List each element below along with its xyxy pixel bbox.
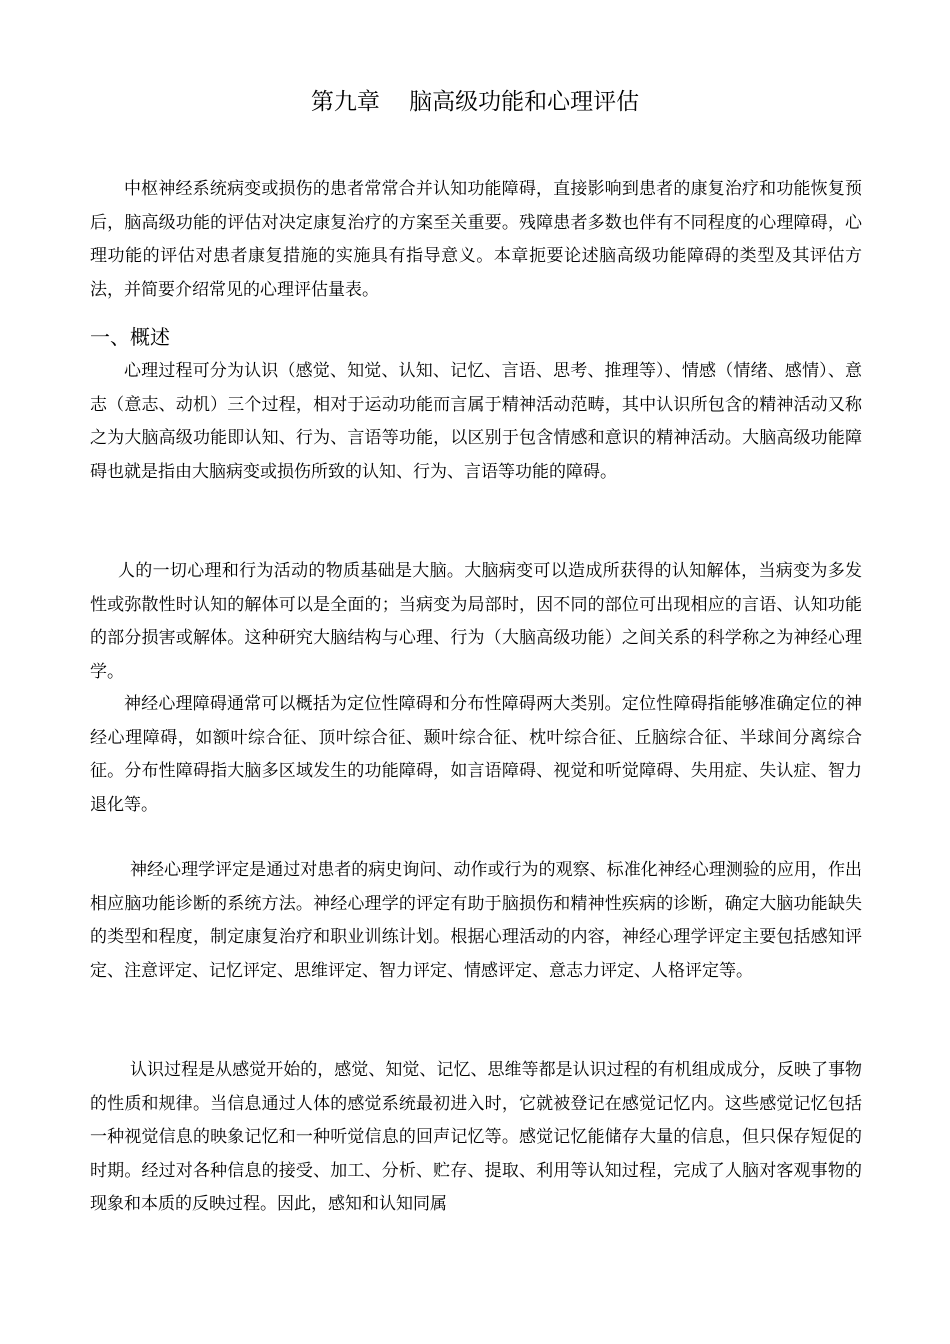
body-paragraph: 认识过程是从感觉开始的，感觉、知觉、记忆、思维等都是认识过程的有机组成成分，反映了事物的性质和规律。当信息通过人体的感觉系统最初进入时，它就被登记在感觉记忆内。这些感觉记忆包括一种视觉信息的映象记忆和一种听觉信息的回声记忆等。感觉记忆能储存大量的信息，但只保存短促的时期。经过对各种信息的接受、加工、分析、贮存、提取、利用等认知过程，完成了人脑对客观事物的现象和本质的反映过程。因此，感知和认知同属 (90, 1060, 862, 1214)
body-paragraph: 神经心理学评定是通过对患者的病史询问、动作或行为的观察、标准化神经心理测验的应用，作出相应脑功能诊断的系统方法。神经心理学的评定有助于脑损伤和精神性疾病的诊断，确定大脑功能缺失的类型和程度，制定康复治疗和职业训练计划。根据心理活动的内容，神经心理学评定主要包括感知评定、注意评定、记忆评定、思维评定、智力评定、情感评定、意志力评定、人格评定等。 (90, 860, 862, 981)
body-paragraph: 神经心理障碍通常可以概括为定位性障碍和分布性障碍两大类别。定位性障碍指能够准确定位的神经心理障碍，如额叶综合征、顶叶综合征、颞叶综合征、枕叶综合征、丘脑综合征、半球间分离综合征。分布性障碍指大脑多区域发生的功能障碍，如言语障碍、视觉和听觉障碍、失用症、失认症、智力退化等。 (90, 694, 862, 815)
body-paragraph: 心理过程可分为认识（感觉、知觉、认知、记忆、言语、思考、推理等）、情感（情绪、感情）、意志（意志、动机）三个过程，相对于运动功能而言属于精神活动范畴，其中认识所包含的精神活动又称之为大脑高级功能即认知、行为、言语等功能，以区别于包含情感和意识的精神活动。大脑高级功能障碍也就是指由大脑病变或损伤所致的认知、行为、言语等功能的障碍。 (90, 361, 862, 482)
intro-paragraph: 中枢神经系统病变或损伤的患者常常合并认知功能障碍，直接影响到患者的康复治疗和功能恢复预后，脑高级功能的评估对决定康复治疗的方案至关重要。残障患者多数也伴有不同程度的心理障碍，心理功能的评估对患者康复措施的实施具有指导意义。本章扼要论述脑高级功能障碍的类型及其评估方法，并简要介绍常见的心理评估量表。 (90, 179, 862, 300)
chapter-title: 第九章 脑高级功能和心理评估 (310, 89, 640, 115)
body-paragraph: 人的一切心理和行为活动的物质基础是大脑。大脑病变可以造成所获得的认知解体，当病变为多发性或弥散性时认知的解体可以是全面的；当病变为局部时，因不同的部位可出现相应的言语、认知功能的部分损害或解体。这种研究大脑结构与心理、行为（大脑高级功能）之间关系的科学称之为神经心理学。 (90, 561, 862, 682)
section-heading: 一、概述 (90, 325, 170, 349)
